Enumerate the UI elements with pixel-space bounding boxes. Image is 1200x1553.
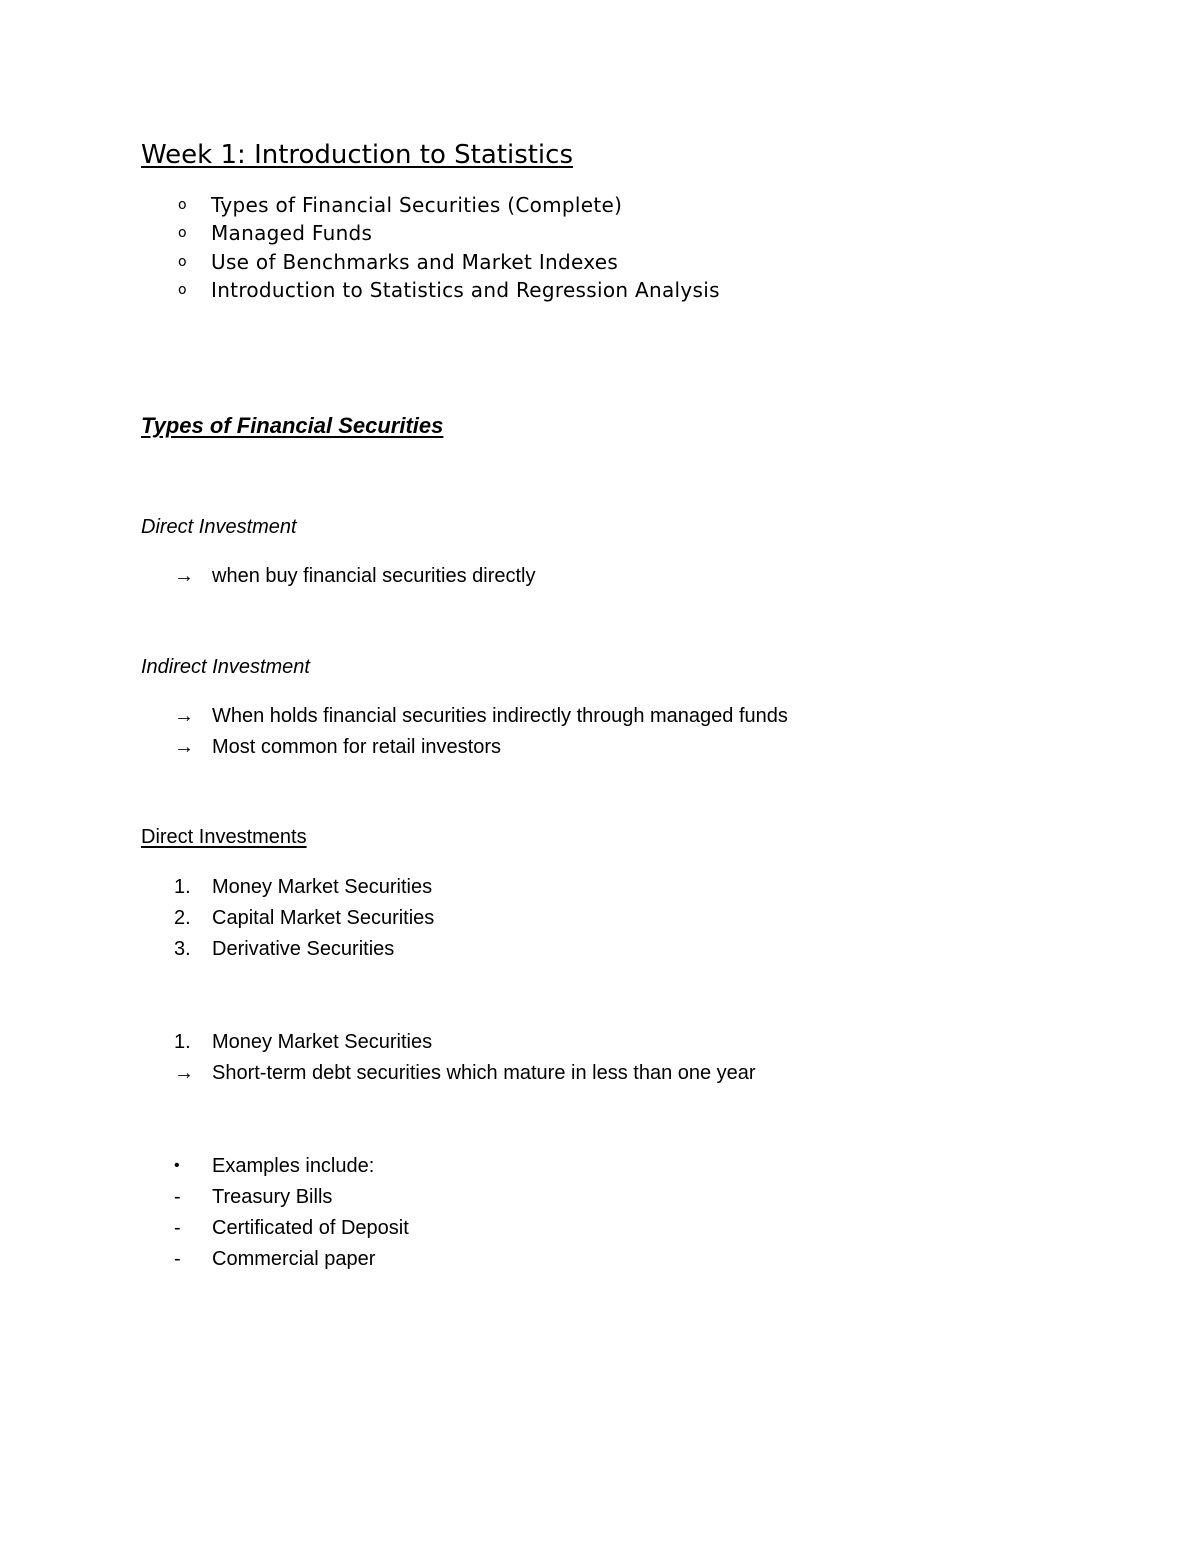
topic-text: Types of Financial Securities (Complete) xyxy=(211,193,623,218)
list-item-text: Money Market Securities xyxy=(212,1030,433,1053)
list-item-text: Commercial paper xyxy=(212,1247,376,1270)
list-item xyxy=(174,933,434,964)
list-item-text: Most common for retail investors xyxy=(212,735,501,758)
list-item xyxy=(174,871,434,902)
list-item xyxy=(174,1057,756,1088)
examples-list xyxy=(174,1150,409,1274)
dash-icon: - xyxy=(174,1247,181,1270)
list-item-text: Derivative Securities xyxy=(212,937,395,960)
list-item xyxy=(174,902,434,933)
direct-investment-list xyxy=(174,560,536,591)
topic-item xyxy=(178,219,720,247)
list-number: 2. xyxy=(174,906,191,929)
list-item xyxy=(174,731,788,762)
list-item xyxy=(174,1212,409,1243)
dash-icon: - xyxy=(174,1216,181,1239)
list-item-text: when buy financial securities directly xyxy=(212,564,536,587)
circle-bullet-icon: o xyxy=(178,253,187,270)
page-title: Week 1: Introduction to Statistics xyxy=(141,140,573,170)
arrow-right-icon: → xyxy=(174,1061,194,1084)
arrow-right-icon: → xyxy=(174,735,194,758)
direct-investments-list xyxy=(174,871,434,964)
circle-bullet-icon: o xyxy=(178,225,187,242)
topic-list xyxy=(178,191,720,304)
bullet-icon: • xyxy=(174,1156,180,1174)
list-item-text: Certificated of Deposit xyxy=(212,1216,409,1239)
list-item xyxy=(174,1026,756,1057)
circle-bullet-icon: o xyxy=(178,197,187,214)
indirect-investment-list xyxy=(174,700,788,762)
topic-item xyxy=(178,276,720,304)
list-number: 3. xyxy=(174,937,191,960)
list-item-text: Treasury Bills xyxy=(212,1185,333,1208)
list-item xyxy=(174,1181,409,1212)
list-number: 1. xyxy=(174,1030,191,1053)
money-market-list xyxy=(174,1026,756,1088)
direct-investment-heading: Direct Investment xyxy=(141,516,297,538)
direct-investments-heading: Direct Investments xyxy=(141,826,307,848)
topic-text: Managed Funds xyxy=(211,221,373,246)
list-item-text: Examples include: xyxy=(212,1154,375,1177)
list-item-text: Short-term debt securities which mature in less than one year xyxy=(212,1061,756,1084)
dash-icon: - xyxy=(174,1185,181,1208)
list-item-text: Capital Market Securities xyxy=(212,906,435,929)
topic-text: Introduction to Statistics and Regression Analysis xyxy=(211,278,720,303)
list-item xyxy=(174,700,788,731)
indirect-investment-heading: Indirect Investment xyxy=(141,656,310,678)
arrow-right-icon: → xyxy=(174,564,194,587)
topic-item xyxy=(178,191,720,219)
list-item xyxy=(174,1243,409,1274)
list-item-text: Money Market Securities xyxy=(212,875,433,898)
list-item xyxy=(174,1150,409,1181)
topic-text: Use of Benchmarks and Market Indexes xyxy=(211,249,619,274)
list-number: 1. xyxy=(174,875,191,898)
arrow-right-icon: → xyxy=(174,704,194,727)
list-item-text: When holds financial securities indirectly through managed funds xyxy=(212,704,788,727)
section-title: Types of Financial Securities xyxy=(141,413,444,438)
list-item xyxy=(174,560,536,591)
topic-item xyxy=(178,248,720,276)
circle-bullet-icon: o xyxy=(178,282,187,299)
